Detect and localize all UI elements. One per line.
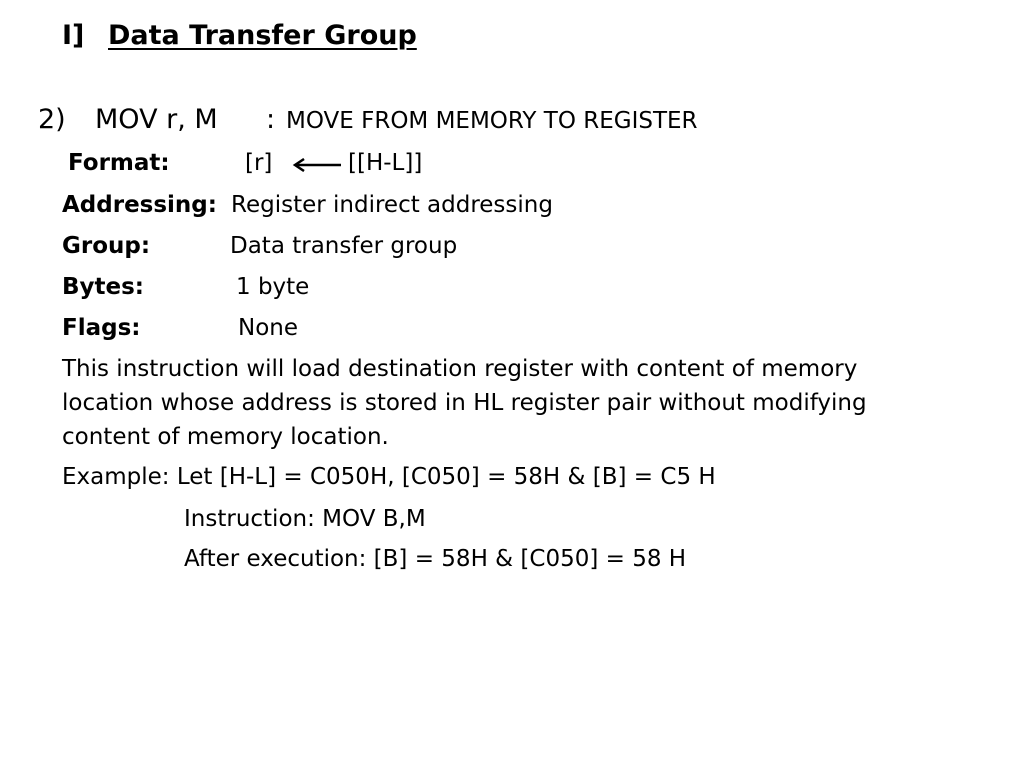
group-label: Group: (62, 233, 151, 259)
example-instruction: Instruction: MOV B,M (184, 506, 426, 532)
section-title: Data Transfer Group (108, 20, 417, 51)
item-number: 2) (38, 104, 66, 135)
bytes-value: 1 byte (236, 274, 310, 300)
format-label: Format: (68, 150, 170, 176)
flags-label: Flags: (62, 315, 141, 341)
separator: : (266, 104, 276, 135)
example-line: Example: Let [H-L] = C050H, [C050] = 58H & [B] = C5 H (62, 464, 716, 490)
format-dest: [r] (245, 150, 273, 176)
description-paragraph: This instruction will load destination register with content of memory location whose address is stored in HL register pair without modifying content of memory location. (62, 356, 867, 450)
flags-value: None (238, 315, 299, 341)
example-result: After execution: [B] = 58H & [C050] = 58 H (184, 546, 687, 572)
group-value: Data transfer group (230, 233, 458, 259)
instruction-mnemonic: MOV r, M (95, 104, 218, 135)
bytes-label: Bytes: (62, 274, 145, 300)
section-number: I] (62, 20, 85, 51)
instruction-description: MOVE FROM MEMORY TO REGISTER (286, 108, 698, 134)
left-arrow-icon (292, 158, 342, 172)
addressing-value: Register indirect addressing (231, 192, 553, 218)
format-source: [[H-L]] (348, 150, 423, 176)
addressing-label: Addressing: (62, 192, 217, 218)
